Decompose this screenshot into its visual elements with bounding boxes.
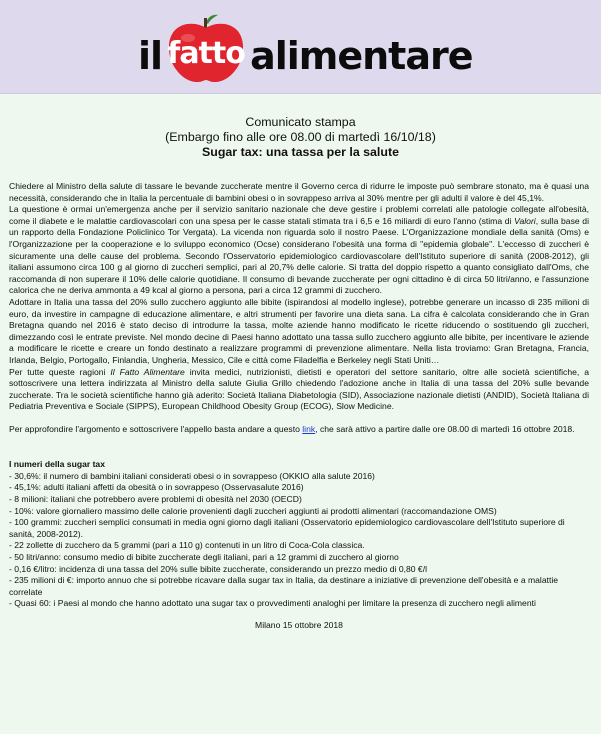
page-title: Sugar tax: una tassa per la salute [202,145,399,159]
list-item: - 10%: valore giornaliero massimo delle calorie provenienti dagli zuccheri aggiunti ai prodotti alimentari (raccomandazione OMS) [9,505,497,516]
paragraph-5-text-b: , che sarà attivo a partire dalle ore 08.00 di martedì 16 ottobre 2018. [315,424,575,435]
appeal-link[interactable]: link [302,424,316,435]
apple-icon [164,14,248,84]
paragraph-5-text-a: Per approfondire l'argomento e sottoscrivere l'appello basta andare a questo [9,424,303,435]
numbers-title: I numeri della sugar tax [9,459,105,470]
logo-word-fatto: fatto [167,36,245,71]
footer-date: Milano 15 ottobre 2018 [255,619,343,630]
logo-word-il: il [138,34,163,78]
paragraph-1: Chiedere al Ministro della salute di tassare le bevande zuccherate mentre il Governo cerca di ridurre le imposte può sembrare stonato, ma è quasi una necessità, considerando che in Italia la percentuale di bambini obesi o in sovrappeso arriva al 30% mentre per gli adulti il valore è del 45,1%. [9,181,589,203]
numbers-list [9,471,589,610]
heading-embargo: (Embargo fino alle ore 08.00 di martedì 16/10/18) [165,130,436,144]
paragraph-2-text-b: , sulla base di un rapporto della Fondazione Policlinico Tor Vergata). La vicenda non riguarda solo il nostro Paese. L'Organizzazione mondiale della sanità (Oms) e l'Organizzazione per la cooperazione e lo sviluppo economico (Ocse) considerano l'obesità una forma di "epidemia globale". L'eccesso di zuccheri è sicuramente una delle cause del problema. Secondo l'Osservatorio epidemiologico cardiovascolare dell'Istituto superiore di sanità (2008-2012), gli italiani assumono circa 100 g al giorno di zuccheri semplici, pari al 20,7% delle calorie. Si tratta del doppio rispetto a quanto consigliato dall'Oms, che raccomanda di non superare il 10% delle calorie quotidiane. Il consumo di bevande zuccherate per ogni cittadino è di circa 50 litri/anno, e l'assunzione calorica che ne deriva ammonta a 49 kcal al giorno a persona, pari a circa 12 grammi di zucchero. [9,215,589,296]
paragraph-4-text-b: invita medici, nutrizionisti, dietisti e operatori del settore sanitario, oltre alle società scientifiche, a sottoscrivere una lettera indirizzata al Ministro della salute Giulia Grillo chiedendo l'adozione anche in Italia di una tassa del 20% sulle bevande zuccherate. Tra le società scientifiche hanno già aderito: Società Italiana Diabetologia (SID), Associazione nazionale dietisti (ANDID), Società Italiana di Pediatria Preventiva e Sociale (SIPPS), European Childhood Obesity Group (ECOG), Slow Medicine. [9,366,589,412]
list-item: - 8 milioni: italiani che potrebbero avere problemi di obesità nel 2030 (OECD) [9,494,302,505]
site-logo[interactable] [138,14,473,84]
paragraph-2-emphasis: Valori [514,215,536,226]
paragraph-5 [9,424,589,436]
header-banner [0,0,601,94]
paragraph-4-text-a: Per tutte queste ragioni [9,366,111,377]
list-item: - 50 litri/anno: consumo medio di bibite zuccherate degli italiani, pari a 12 grammi di zucchero al giorno [9,552,399,562]
heading-line-1: Comunicato stampa [245,115,356,129]
spacer [9,436,589,448]
spacer [9,413,589,425]
logo-word-alimentare: alimentare [250,34,473,78]
paragraph-3: Adottare in Italia una tassa del 20% sullo zucchero aggiunto alle bibite (ispirandosi al modello inglese), potrebbe generare un incasso di 235 milioni di euro, da investire in campagne di educazione alimentare, e altri strumenti per favorire una dieta sana. La cifra è calcolata considerando che in Gran Bretagna quando nel 2016 è stato deciso di introdurre la tassa, molte aziende hanno modificato le ricette riducendo o sostituendo gli zuccheri, dimezzando così le entrate previste. Nel mondo decine di Paesi hanno adottato una tassa sullo zucchero aggiunto alle bibite, per incentivare le aziende a modificare le ricette e creare un fondo destinato a realizzare programmi di prevenzione alimentare. Nella lista troviamo: Gran Bretagna, Francia, Irlanda, Belgio, Portogallo, Finlandia, Ungheria, Messico, Cile e città come Filadelfia e Berkeley negli Stati Uniti… [9,296,589,365]
list-item: - 22 zollette di zucchero da 5 grammi (pari a 110 g) contenuti in un litro di Coca-Cola classica. [9,540,365,551]
paragraph-4 [9,367,589,413]
paragraph-4-emphasis: Il Fatto Alimentare [110,366,185,377]
list-item: - 0,16 €/litro: incidenza di una tassa del 20% sulle bibite zuccherate, considerando un prezzo medio di 0,80 €/l [9,563,428,574]
list-item: - 30,6%: il numero di bambini italiani considerati obesi o in sovrappeso (OKKIO alla salute 2016) [9,470,375,481]
paragraph-2 [9,204,589,297]
press-heading [0,115,601,160]
paragraph-2-text-a: La questione è ormai un'emergenza anche per il servizio sanitario nazionale che deve gestire i problemi correlati alle patologie collegate all'obesità, come il diabete e le malattie cardiovascolari con una spesa per le casse statali stimata tra i 6,5 e 16 miliardi di euro l'anno (stima di [9,204,589,226]
list-item: - 235 milioni di €: importo annuo che si potrebbe ricavare dalla sugar tax in Italia, da destinare a iniziative di prevenzione dell'obesità e a malattie correlate [9,575,559,597]
list-item: - 100 grammi: zuccheri semplici consumati in media ogni giorno dagli italiani (Osservatorio epidemiologico cardiovascolare dell'Istituto superiore di sanità, 2008-2012). [9,517,565,539]
article-body [9,181,589,632]
list-item: - 45,1%: adulti italiani affetti da obesità o in sovrappeso (Osservasalute 2016) [9,482,304,493]
spacer [9,448,589,460]
list-item: - Quasi 60: i Paesi al mondo che hanno adottato una sugar tax o provvedimenti analoghi per limitare la presenza di zucchero negli alimenti [9,598,536,609]
